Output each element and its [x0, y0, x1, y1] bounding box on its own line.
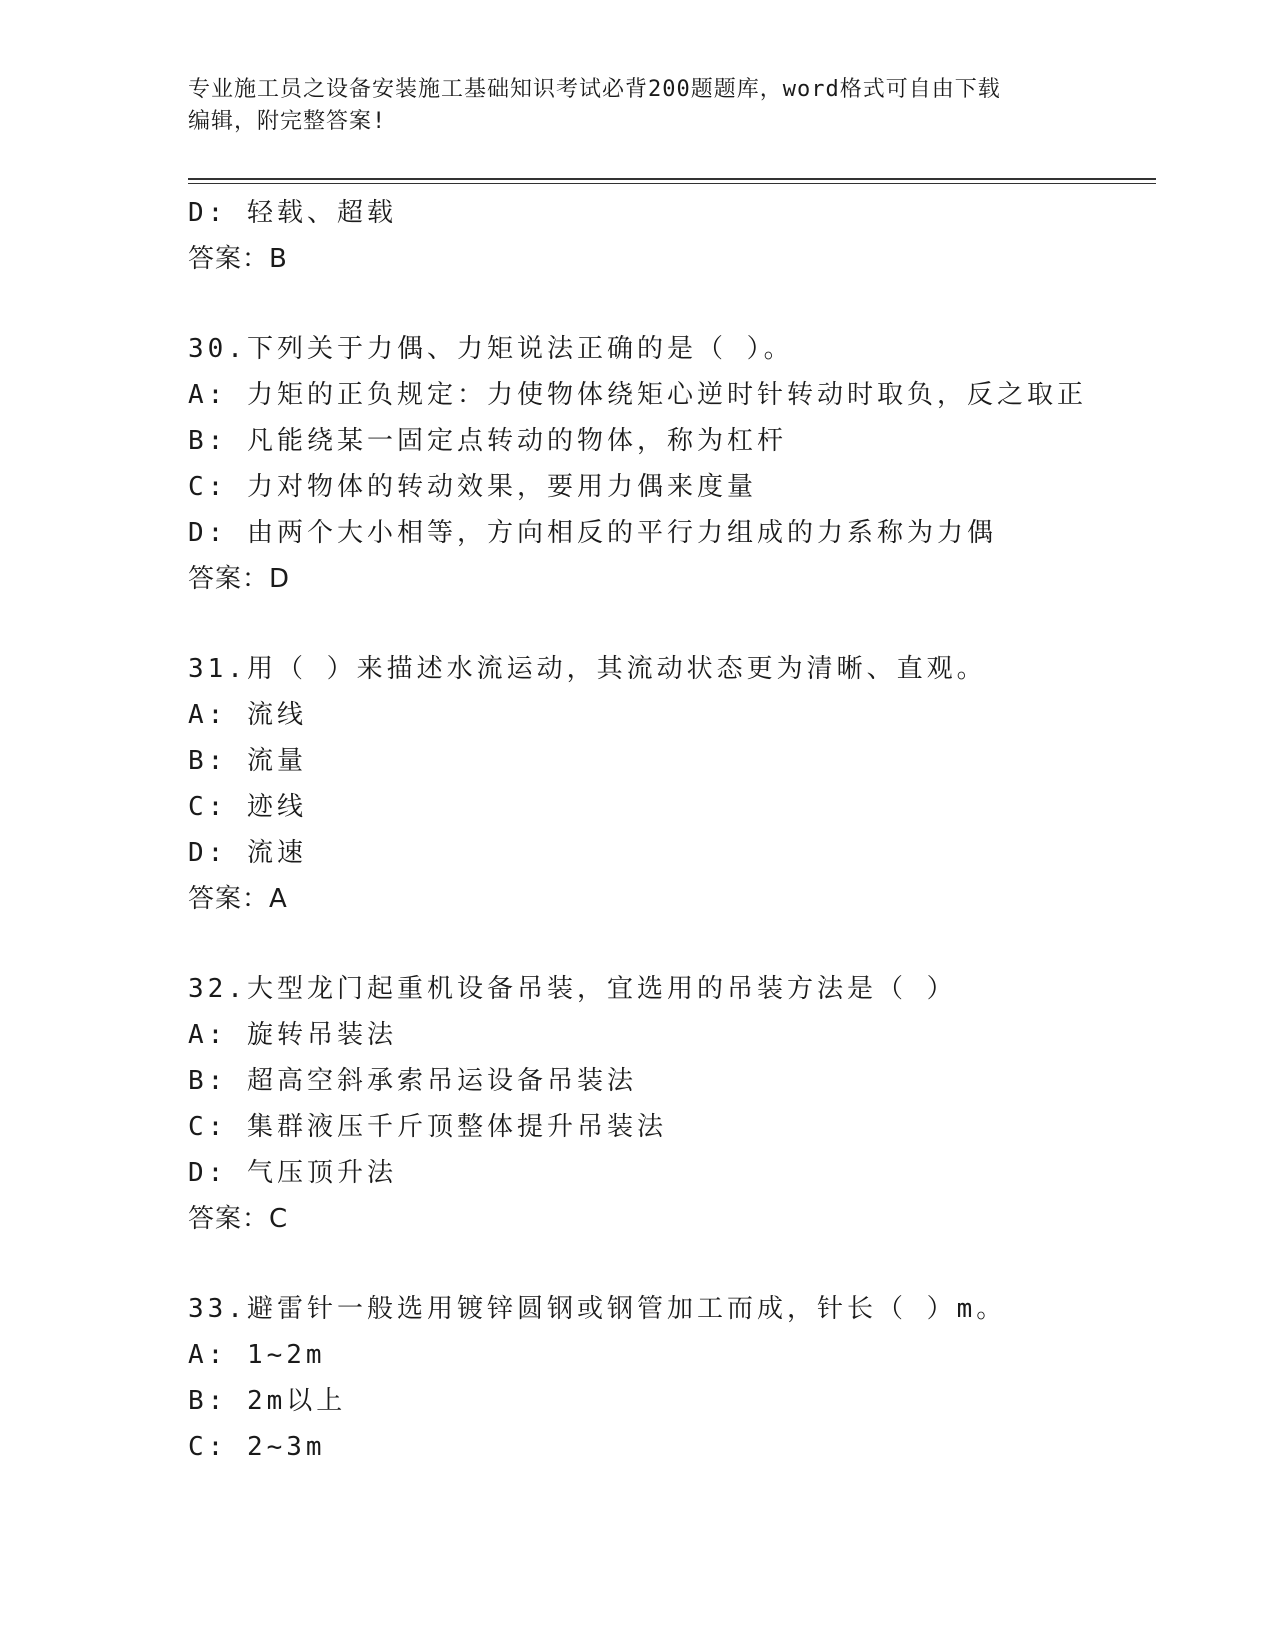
- option-d: D: 轻载、超载: [188, 198, 397, 228]
- question-list: [188, 190, 1148, 1470]
- spacer: [188, 282, 1148, 326]
- option-d: D: 流速: [188, 838, 307, 868]
- question-block-29: [188, 190, 1148, 282]
- option-a: A: 旋转吊装法: [188, 1020, 397, 1050]
- document-header: [188, 74, 1088, 138]
- question-stem: 32.大型龙门起重机设备吊装，宜选用的吊装方法是（ ）: [188, 974, 957, 1004]
- question-stem: 30.下列关于力偶、力矩说法正确的是（ ）。: [188, 334, 794, 364]
- option-b: B: 超高空斜承索吊运设备吊装法: [188, 1066, 637, 1096]
- answer-label: 答案：C: [188, 1204, 289, 1234]
- option-d: D: 由两个大小相等，方向相反的平行力组成的力系称为力偶: [188, 518, 997, 548]
- header-divider-thin: [188, 183, 1156, 184]
- spacer: [188, 602, 1148, 646]
- option-a: A: 流线: [188, 700, 307, 730]
- option-a: A: 1~2m: [188, 1340, 326, 1370]
- question-stem: 33.避雷针一般选用镀锌圆钢或钢管加工而成，针长（ ）m。: [188, 1294, 1007, 1324]
- question-block-31: [188, 646, 1148, 922]
- question-block-30: [188, 326, 1148, 602]
- option-d: D: 气压顶升法: [188, 1158, 397, 1188]
- spacer: [188, 1242, 1148, 1286]
- option-c: C: 迹线: [188, 792, 307, 822]
- answer-label: 答案：D: [188, 564, 291, 594]
- answer-label: 答案：B: [188, 244, 288, 274]
- option-a: A: 力矩的正负规定：力使物体绕矩心逆时针转动时取负，反之取正: [188, 380, 1087, 410]
- answer-label: 答案：A: [188, 884, 288, 914]
- question-stem: 31.用（ ）来描述水流运动，其流动状态更为清晰、直观。: [188, 654, 987, 684]
- option-b: B: 流量: [188, 746, 307, 776]
- spacer: [188, 922, 1148, 966]
- header-title-line-2: 编辑，附完整答案!: [188, 109, 387, 134]
- option-c: C: 力对物体的转动效果，要用力偶来度量: [188, 472, 757, 502]
- question-block-32: [188, 966, 1148, 1242]
- option-c: C: 集群液压千斤顶整体提升吊装法: [188, 1112, 667, 1142]
- header-divider-thick: [188, 178, 1156, 180]
- question-block-33: [188, 1286, 1148, 1470]
- option-b: B: 2m以上: [188, 1386, 347, 1416]
- option-b: B: 凡能绕某一固定点转动的物体，称为杠杆: [188, 426, 787, 456]
- option-c: C: 2~3m: [188, 1432, 326, 1462]
- header-title-line-1: 专业施工员之设备安装施工基础知识考试必背200题题库，word格式可自由下载: [188, 77, 1001, 102]
